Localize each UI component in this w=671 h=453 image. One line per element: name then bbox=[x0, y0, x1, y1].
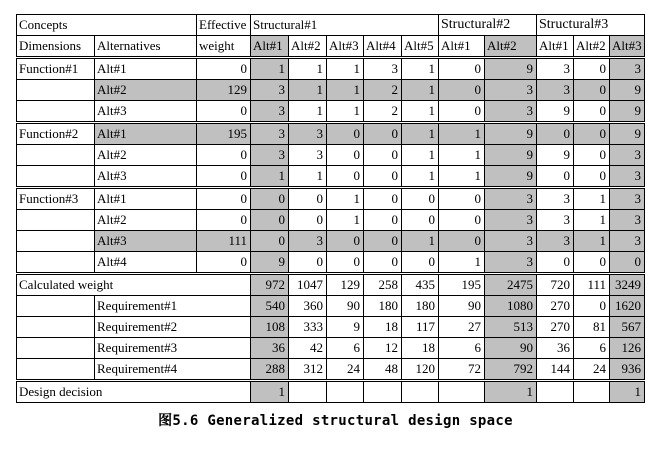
value-cell: 435 bbox=[402, 274, 439, 296]
value-cell: 1 bbox=[327, 210, 364, 231]
col-header: Alt#4 bbox=[364, 36, 402, 58]
value-cell: 0 bbox=[439, 188, 485, 210]
table-row bbox=[17, 166, 645, 188]
value-cell: 48 bbox=[364, 359, 402, 381]
value-cell: 27 bbox=[439, 317, 485, 338]
value-cell: 2 bbox=[364, 101, 402, 123]
blank-cell bbox=[17, 359, 95, 381]
value-cell: 0 bbox=[610, 252, 645, 274]
value-cell: 120 bbox=[402, 359, 439, 381]
effective-weight: 0 bbox=[197, 210, 251, 231]
value-cell: 90 bbox=[485, 338, 537, 359]
value-cell: 1 bbox=[402, 145, 439, 166]
col-header: Alt#2 bbox=[574, 36, 610, 58]
value-cell: 180 bbox=[364, 296, 402, 317]
table-body bbox=[17, 15, 645, 58]
value-cell: 0 bbox=[364, 231, 402, 252]
header-row-2 bbox=[17, 36, 645, 58]
function-name bbox=[17, 145, 95, 166]
value-cell: 3 bbox=[251, 80, 289, 101]
value-cell: 81 bbox=[574, 317, 610, 338]
value-cell: 1 bbox=[327, 188, 364, 210]
value-cell: 0 bbox=[439, 80, 485, 101]
value-cell: 24 bbox=[574, 359, 610, 381]
value-cell: 0 bbox=[251, 210, 289, 231]
value-cell: 9 bbox=[485, 58, 537, 80]
value-cell: 333 bbox=[289, 317, 327, 338]
value-cell: 0 bbox=[364, 123, 402, 145]
requirement-name: Requirement#4 bbox=[95, 359, 251, 381]
value-cell bbox=[402, 381, 439, 403]
value-cell: 3 bbox=[485, 252, 537, 274]
effective-weight: 0 bbox=[197, 252, 251, 274]
table-row bbox=[17, 123, 645, 145]
requirement-name: Requirement#2 bbox=[95, 317, 251, 338]
value-cell: 0 bbox=[574, 58, 610, 80]
blank-cell bbox=[17, 338, 95, 359]
value-cell: 9 bbox=[485, 166, 537, 188]
table-row bbox=[17, 210, 645, 231]
effective-weight: 195 bbox=[197, 123, 251, 145]
value-cell: 3 bbox=[364, 58, 402, 80]
value-cell: 1 bbox=[439, 252, 485, 274]
value-cell: 1 bbox=[439, 145, 485, 166]
col-header: Alt#3 bbox=[610, 36, 645, 58]
value-cell: 42 bbox=[289, 338, 327, 359]
requirement-row bbox=[17, 317, 645, 338]
value-cell: 1620 bbox=[610, 296, 645, 317]
value-cell: 1 bbox=[289, 101, 327, 123]
value-cell: 129 bbox=[327, 274, 364, 296]
concepts-header: Concepts bbox=[17, 15, 197, 36]
value-cell: 288 bbox=[251, 359, 289, 381]
value-cell bbox=[327, 381, 364, 403]
value-cell: 3 bbox=[251, 145, 289, 166]
value-cell: 0 bbox=[402, 210, 439, 231]
value-cell: 567 bbox=[610, 317, 645, 338]
value-cell: 936 bbox=[610, 359, 645, 381]
col-header: Alt#1 bbox=[439, 36, 485, 58]
alternative-name: Alt#2 bbox=[95, 145, 197, 166]
col-header: Alt#1 bbox=[537, 36, 574, 58]
value-cell: 3 bbox=[537, 231, 574, 252]
value-cell: 1 bbox=[574, 210, 610, 231]
value-cell: 0 bbox=[289, 188, 327, 210]
value-cell: 0 bbox=[537, 252, 574, 274]
value-cell bbox=[439, 381, 485, 403]
value-cell: 3 bbox=[289, 231, 327, 252]
structural1-header: Structural#1 bbox=[251, 15, 439, 36]
value-cell: 1 bbox=[574, 231, 610, 252]
value-cell: 108 bbox=[251, 317, 289, 338]
value-cell: 1 bbox=[402, 166, 439, 188]
value-cell: 2 bbox=[364, 80, 402, 101]
requirement-name: Requirement#1 bbox=[95, 296, 251, 317]
value-cell: 1 bbox=[402, 80, 439, 101]
table-row bbox=[17, 101, 645, 123]
value-cell: 117 bbox=[402, 317, 439, 338]
value-cell: 0 bbox=[402, 252, 439, 274]
value-cell: 0 bbox=[364, 145, 402, 166]
value-cell: 312 bbox=[289, 359, 327, 381]
table-row bbox=[17, 188, 645, 210]
value-cell: 3 bbox=[610, 188, 645, 210]
value-cell: 0 bbox=[364, 210, 402, 231]
value-cell: 0 bbox=[327, 252, 364, 274]
value-cell: 0 bbox=[574, 80, 610, 101]
value-cell: 3 bbox=[485, 80, 537, 101]
value-cell: 0 bbox=[439, 210, 485, 231]
value-cell: 0 bbox=[574, 101, 610, 123]
requirement-name: Requirement#3 bbox=[95, 338, 251, 359]
function-name bbox=[17, 210, 95, 231]
value-cell: 0 bbox=[574, 252, 610, 274]
value-cell: 0 bbox=[574, 296, 610, 317]
effective-weight: 111 bbox=[197, 231, 251, 252]
function-name bbox=[17, 231, 95, 252]
alternative-name: Alt#3 bbox=[95, 166, 197, 188]
value-cell: 1 bbox=[402, 58, 439, 80]
value-cell: 3 bbox=[289, 145, 327, 166]
value-cell: 0 bbox=[439, 101, 485, 123]
value-cell: 720 bbox=[537, 274, 574, 296]
value-cell: 0 bbox=[251, 231, 289, 252]
value-cell: 144 bbox=[537, 359, 574, 381]
value-cell: 6 bbox=[327, 338, 364, 359]
value-cell: 0 bbox=[251, 188, 289, 210]
table-row bbox=[17, 145, 645, 166]
value-cell: 1 bbox=[439, 166, 485, 188]
value-cell: 111 bbox=[574, 274, 610, 296]
alternative-name: Alt#2 bbox=[95, 80, 197, 101]
value-cell: 792 bbox=[485, 359, 537, 381]
value-cell: 1 bbox=[289, 58, 327, 80]
value-cell: 6 bbox=[574, 338, 610, 359]
value-cell: 0 bbox=[402, 188, 439, 210]
value-cell: 0 bbox=[537, 123, 574, 145]
effective-weight: 0 bbox=[197, 145, 251, 166]
effective-weight: 0 bbox=[197, 188, 251, 210]
design-decision-label: Design decision bbox=[17, 381, 251, 403]
effective-weight: 0 bbox=[197, 101, 251, 123]
value-cell: 3 bbox=[485, 188, 537, 210]
calculated-body bbox=[17, 274, 645, 403]
value-cell: 258 bbox=[364, 274, 402, 296]
function-name: Function#2 bbox=[17, 123, 95, 145]
value-cell: 270 bbox=[537, 296, 574, 317]
value-cell: 9 bbox=[610, 80, 645, 101]
alternative-name: Alt#3 bbox=[95, 101, 197, 123]
value-cell: 1 bbox=[289, 166, 327, 188]
value-cell bbox=[537, 381, 574, 403]
alternative-name: Alt#1 bbox=[95, 188, 197, 210]
value-cell: 3 bbox=[610, 166, 645, 188]
value-cell: 9 bbox=[537, 101, 574, 123]
value-cell: 0 bbox=[574, 166, 610, 188]
value-cell: 1 bbox=[574, 188, 610, 210]
design-decision-row bbox=[17, 381, 645, 403]
table-row bbox=[17, 80, 645, 101]
col-header: Alt#1 bbox=[251, 36, 289, 58]
value-cell: 3 bbox=[251, 101, 289, 123]
value-cell: 3 bbox=[610, 231, 645, 252]
alternative-name: Alt#2 bbox=[95, 210, 197, 231]
value-cell: 9 bbox=[610, 101, 645, 123]
value-cell: 18 bbox=[402, 338, 439, 359]
value-cell: 0 bbox=[327, 123, 364, 145]
value-cell: 9 bbox=[537, 145, 574, 166]
value-cell: 3 bbox=[289, 123, 327, 145]
table-row bbox=[17, 231, 645, 252]
value-cell: 36 bbox=[537, 338, 574, 359]
value-cell: 90 bbox=[439, 296, 485, 317]
col-header: Alt#2 bbox=[485, 36, 537, 58]
value-cell: 36 bbox=[251, 338, 289, 359]
col-header: Alt#5 bbox=[402, 36, 439, 58]
effective-weight: 129 bbox=[197, 80, 251, 101]
value-cell: 3 bbox=[537, 210, 574, 231]
structural3-header: Structural#3 bbox=[537, 15, 645, 36]
blank-cell bbox=[17, 296, 95, 317]
alternative-name: Alt#1 bbox=[95, 123, 197, 145]
requirement-row bbox=[17, 359, 645, 381]
value-cell: 9 bbox=[327, 317, 364, 338]
col-header: Alt#2 bbox=[289, 36, 327, 58]
alternative-name: Alt#4 bbox=[95, 252, 197, 274]
header-row-1 bbox=[17, 15, 645, 36]
value-cell: 126 bbox=[610, 338, 645, 359]
requirement-row bbox=[17, 338, 645, 359]
function-name: Function#1 bbox=[17, 58, 95, 80]
value-cell: 1 bbox=[610, 381, 645, 403]
value-cell: 3 bbox=[251, 123, 289, 145]
value-cell: 1080 bbox=[485, 296, 537, 317]
value-cell: 1 bbox=[485, 381, 537, 403]
value-cell: 3 bbox=[610, 58, 645, 80]
alternative-name: Alt#1 bbox=[95, 58, 197, 80]
value-cell: 1 bbox=[327, 80, 364, 101]
value-cell: 9 bbox=[485, 145, 537, 166]
value-cell: 3 bbox=[485, 210, 537, 231]
value-cell: 0 bbox=[574, 123, 610, 145]
requirement-row bbox=[17, 296, 645, 317]
value-cell: 6 bbox=[439, 338, 485, 359]
effective-weight: 0 bbox=[197, 58, 251, 80]
value-cell: 2475 bbox=[485, 274, 537, 296]
value-cell: 1 bbox=[251, 381, 289, 403]
value-cell: 18 bbox=[364, 317, 402, 338]
value-cell: 0 bbox=[327, 145, 364, 166]
function-name bbox=[17, 252, 95, 274]
value-cell: 1 bbox=[439, 123, 485, 145]
value-cell: 0 bbox=[364, 188, 402, 210]
calculated-weight-label: Calculated weight bbox=[17, 274, 251, 296]
value-cell: 513 bbox=[485, 317, 537, 338]
value-cell bbox=[364, 381, 402, 403]
value-cell: 9 bbox=[485, 123, 537, 145]
value-cell: 1 bbox=[289, 80, 327, 101]
blank-cell bbox=[17, 317, 95, 338]
value-cell: 0 bbox=[537, 166, 574, 188]
value-cell: 0 bbox=[574, 145, 610, 166]
value-cell: 1 bbox=[251, 58, 289, 80]
figure-caption: 图5.6 Generalized structural design space bbox=[158, 413, 513, 429]
value-cell: 3 bbox=[537, 188, 574, 210]
value-cell: 12 bbox=[364, 338, 402, 359]
value-cell: 3 bbox=[485, 101, 537, 123]
value-cell bbox=[574, 381, 610, 403]
effective-weight: 0 bbox=[197, 166, 251, 188]
value-cell: 972 bbox=[251, 274, 289, 296]
value-cell: 360 bbox=[289, 296, 327, 317]
value-cell: 180 bbox=[402, 296, 439, 317]
value-cell: 3 bbox=[610, 210, 645, 231]
weight-header: weight bbox=[197, 36, 251, 58]
function-name bbox=[17, 80, 95, 101]
design-space-table bbox=[16, 14, 645, 403]
value-cell: 90 bbox=[327, 296, 364, 317]
value-cell: 0 bbox=[439, 58, 485, 80]
value-cell: 1 bbox=[327, 58, 364, 80]
value-cell: 0 bbox=[327, 166, 364, 188]
value-cell: 0 bbox=[364, 252, 402, 274]
value-cell: 9 bbox=[610, 123, 645, 145]
functions-body bbox=[17, 58, 645, 274]
function-name bbox=[17, 166, 95, 188]
value-cell: 1 bbox=[402, 231, 439, 252]
table-row bbox=[17, 252, 645, 274]
alternatives-header: Alternatives bbox=[95, 36, 197, 58]
function-name: Function#3 bbox=[17, 188, 95, 210]
value-cell: 72 bbox=[439, 359, 485, 381]
value-cell: 1 bbox=[402, 123, 439, 145]
value-cell: 0 bbox=[364, 166, 402, 188]
col-header: Alt#3 bbox=[327, 36, 364, 58]
value-cell: 0 bbox=[327, 231, 364, 252]
value-cell: 540 bbox=[251, 296, 289, 317]
value-cell: 3249 bbox=[610, 274, 645, 296]
structural2-header: Structural#2 bbox=[439, 15, 537, 36]
value-cell: 24 bbox=[327, 359, 364, 381]
value-cell: 1047 bbox=[289, 274, 327, 296]
value-cell: 195 bbox=[439, 274, 485, 296]
function-name bbox=[17, 101, 95, 123]
value-cell: 0 bbox=[289, 210, 327, 231]
value-cell: 9 bbox=[251, 252, 289, 274]
value-cell: 3 bbox=[485, 231, 537, 252]
value-cell: 1 bbox=[327, 101, 364, 123]
calculated-weight-row bbox=[17, 274, 645, 296]
table-row bbox=[17, 58, 645, 80]
value-cell: 3 bbox=[537, 58, 574, 80]
dimensions-header: Dimensions bbox=[17, 36, 95, 58]
value-cell bbox=[289, 381, 327, 403]
alternative-name: Alt#3 bbox=[95, 231, 197, 252]
value-cell: 0 bbox=[439, 231, 485, 252]
value-cell: 1 bbox=[402, 101, 439, 123]
value-cell: 0 bbox=[289, 252, 327, 274]
value-cell: 3 bbox=[537, 80, 574, 101]
value-cell: 1 bbox=[251, 166, 289, 188]
effective-header: Effective bbox=[197, 15, 251, 36]
value-cell: 3 bbox=[610, 145, 645, 166]
value-cell: 270 bbox=[537, 317, 574, 338]
